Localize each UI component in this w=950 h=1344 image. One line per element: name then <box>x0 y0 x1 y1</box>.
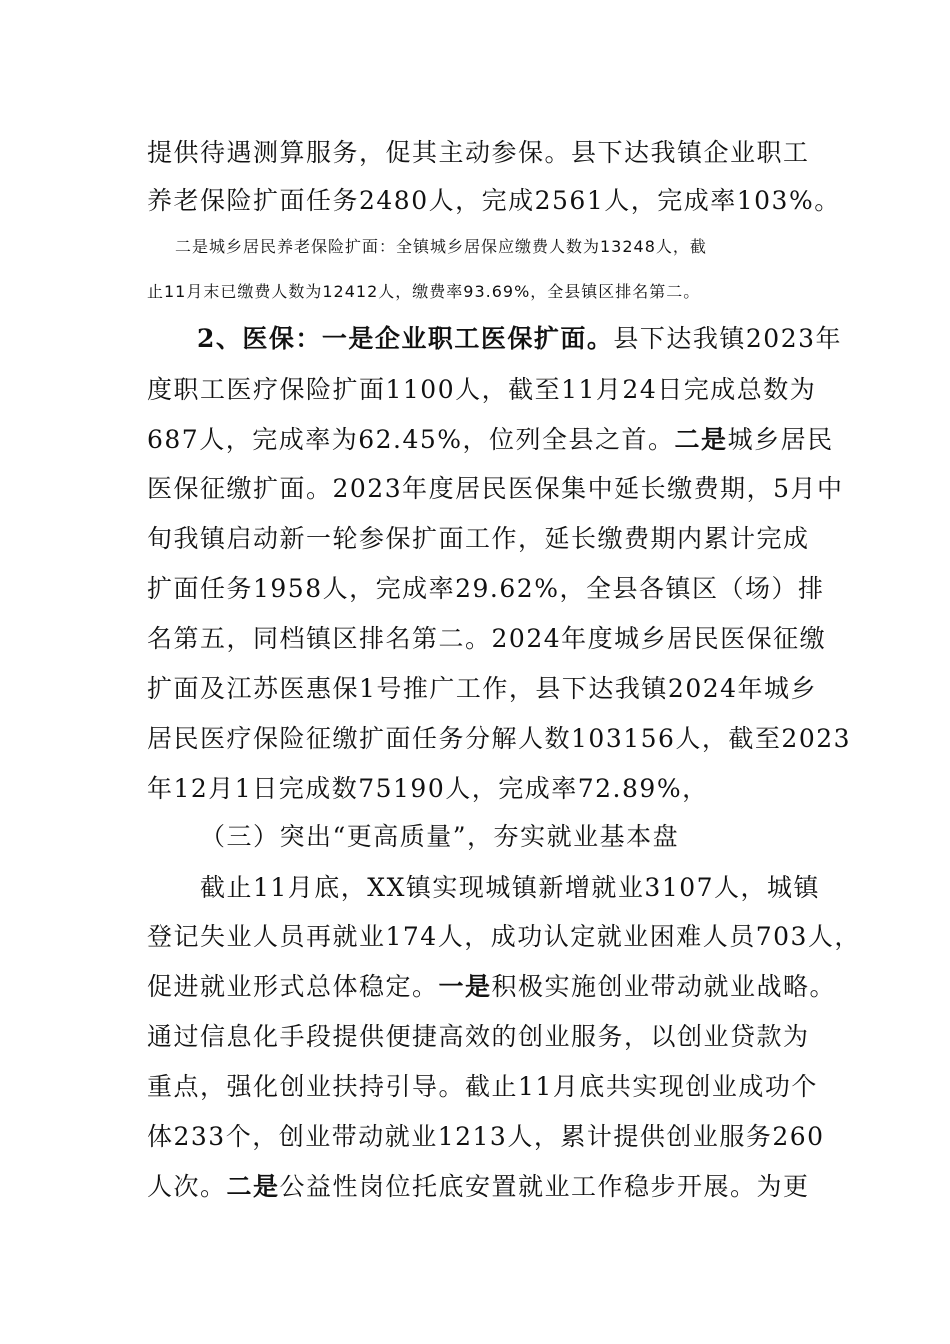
bold-lead: 二是 <box>674 425 728 454</box>
paragraph-line: 重点，强化创业扶持引导。截止11月底共实现创业成功个 <box>147 1072 818 1101</box>
paragraph-line: 名第五，同档镇区排名第二。2024年度城乡居民医保征缴 <box>147 624 827 653</box>
paragraph-line: 截止11月底，XX镇实现城镇新增就业3107人，城镇 <box>200 873 821 902</box>
paragraph-line: 提供待遇测算服务，促其主动参保。县下达我镇企业职工 <box>147 138 810 167</box>
paragraph-line-small: 止11月末已缴费人数为12412人，缴费率93.69%，全县镇区排名第二。 <box>147 282 701 301</box>
paragraph-line: 登记失业人员再就业174人，成功认定就业困难人员703人， <box>147 922 861 951</box>
paragraph-line: 扩面及江苏医惠保1号推广工作，县下达我镇2024年城乡 <box>147 674 818 703</box>
section-heading-line: 2、医保：一是企业职工医保扩面。县下达我镇2023年 <box>197 324 843 353</box>
paragraph-line: 促进就业形式总体稳定。一是积极实施创业带动就业战略。 <box>147 972 837 1001</box>
paragraph-line: 度职工医疗保险扩面1100人，截至11月24日完成总数为 <box>147 375 817 404</box>
bold-heading: 2、医保：一是企业职工医保扩面。 <box>197 324 614 353</box>
paragraph-line: 年12月1日完成数75190人，完成率72.89%， <box>147 774 709 803</box>
paragraph-line: 养老保险扩面任务2480人，完成2561人，完成率103%。 <box>147 186 841 215</box>
paragraph-line: 居民医疗保险征缴扩面任务分解人数103156人，截至2023 <box>147 724 852 753</box>
paragraph-line: 687人，完成率为62.45%，位列全县之首。二是城乡居民 <box>147 425 834 454</box>
bold-lead: 二是 <box>226 1172 280 1201</box>
paragraph-line: 扩面任务1958人，完成率29.62%，全县各镇区（场）排 <box>147 574 825 603</box>
paragraph-line-small: 二是城乡居民养老保险扩面：全镇城乡居保应缴费人数为13248人，截 <box>175 237 707 256</box>
bold-lead: 一是 <box>438 972 492 1001</box>
section-heading-line: （三）突出“更高质量”，夯实就业基本盘 <box>200 822 680 851</box>
paragraph-line: 通过信息化手段提供便捷高效的创业服务，以创业贷款为 <box>147 1022 810 1051</box>
paragraph-line: 体233个，创业带动就业1213人，累计提供创业服务260 <box>147 1122 825 1151</box>
paragraph-line: 人次。二是公益性岗位托底安置就业工作稳步开展。为更 <box>147 1172 810 1201</box>
paragraph-line: 医保征缴扩面。2023年度居民医保集中延长缴费期，5月中 <box>147 474 844 503</box>
paragraph-line: 旬我镇启动新一轮参保扩面工作，延长缴费期内累计完成 <box>147 524 810 553</box>
